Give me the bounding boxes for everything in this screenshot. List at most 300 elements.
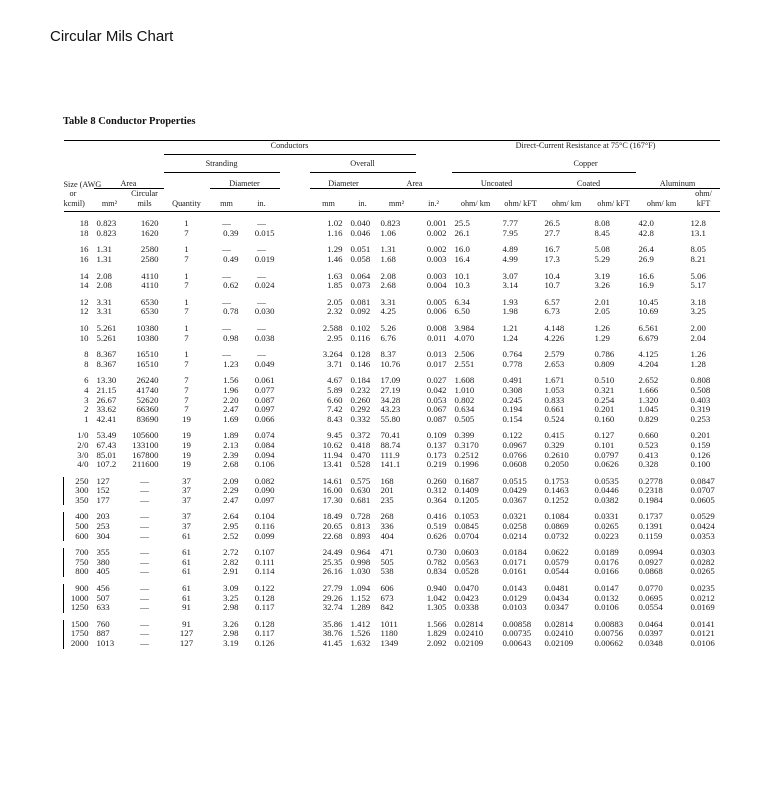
table-cell: 4110 (141, 280, 159, 291)
table-cell: 0.128 (254, 592, 275, 603)
table-row (64, 639, 720, 649)
table-cell: 29.26 (322, 592, 343, 603)
table-cell: 0.0141 (690, 618, 715, 629)
table-cell: 1.96 (223, 384, 239, 395)
table-cell: 0.00735 (502, 628, 532, 639)
header-strand-in: in. (257, 198, 266, 208)
table-cell: 10.62 (322, 439, 343, 450)
table-cell: 1.31 (96, 244, 112, 255)
table-row (64, 567, 720, 577)
table-cell: 0.2778 (638, 475, 663, 486)
table-cell: 27.7 (544, 227, 560, 238)
table-cell: 10.76 (380, 358, 401, 369)
header-uncoated-ohm-kft: ohm/ kFT (504, 198, 537, 208)
spacer-cell (280, 532, 310, 542)
table-cell: 0.0579 (544, 556, 569, 567)
table-cell: 0.104 (254, 511, 275, 522)
table-cell: 0.660 (638, 430, 659, 441)
spacer-cell (280, 441, 310, 451)
table-cell: 0.201 (690, 430, 711, 441)
spacer-cell (280, 298, 310, 308)
table-cell: 760 (96, 618, 110, 629)
table-cell: 7 (184, 306, 189, 317)
table-cell: — (140, 511, 149, 522)
table-row (64, 532, 720, 542)
table-cell: 0.003 (426, 254, 447, 264)
table-cell: 0.0143 (502, 583, 527, 594)
table-cell: 0.090 (254, 485, 275, 496)
table-cell: 2.08 (96, 270, 112, 281)
table-cell: 1.06 (380, 227, 396, 238)
table-cell: 500 (64, 522, 94, 532)
table-cell: 0.064 (350, 270, 371, 281)
table-cell: 0.013 (426, 349, 447, 360)
table-cell: 67.43 (96, 439, 117, 450)
table-cell: 2.39 (223, 449, 239, 460)
table-cell: 8.21 (690, 254, 706, 264)
table-cell: 0.173 (426, 449, 447, 460)
header-area-mm2: mm² (101, 198, 118, 208)
table-cell: 1.666 (638, 384, 659, 395)
spacer-cell (280, 405, 310, 415)
table-cell: 16 (79, 254, 89, 264)
table-cell: 3.31 (380, 296, 396, 307)
table-cell: 6530 (140, 306, 159, 317)
table-cell: 61 (182, 583, 191, 594)
table-cell: 0.0622 (544, 547, 569, 558)
table-cell: 0.49 (223, 254, 239, 264)
table-cell: 0.0223 (594, 530, 619, 541)
table-cell: — (257, 322, 266, 333)
header-dc-resistance: Direct-Current Resistance at 75°C (167°F) (452, 141, 720, 155)
table-cell: 1.31 (380, 244, 396, 255)
table-cell: 6.679 (638, 332, 659, 343)
table-cell: 8.367 (96, 358, 117, 369)
table-cell: 133100 (132, 439, 159, 450)
table-cell: 1.320 (638, 394, 659, 405)
table-cell: 0.117 (255, 628, 275, 639)
table-cell: 0.02410 (454, 628, 484, 639)
table-cell: 5.17 (690, 280, 706, 291)
table-cell: — (140, 628, 149, 639)
table-cell: 0.1053 (454, 511, 479, 522)
spacer-cell (280, 245, 310, 255)
table-cell: 1.02 (327, 218, 343, 229)
table-cell: 1500 (64, 620, 94, 630)
table-cell: 0.0212 (690, 592, 715, 603)
table-cell: 3.09 (223, 583, 239, 594)
spacer-cell (280, 219, 310, 229)
table-cell: 0.128 (254, 618, 275, 629)
table-cell: — (222, 218, 231, 229)
table-cell: 1.93 (502, 296, 518, 307)
spacer-cell (280, 431, 310, 441)
table-cell: 85.01 (96, 449, 117, 460)
table-cell: 10.1 (454, 270, 470, 281)
table-cell: 53.49 (96, 430, 117, 441)
header-overall-diameter: Diameter (328, 179, 359, 188)
table-cell: 0.0265 (690, 566, 715, 577)
table-cell: 0.0707 (690, 485, 715, 496)
table-cell: 405 (96, 566, 110, 577)
table-cell: 3.264 (322, 349, 343, 360)
table-cell: 0.126 (254, 638, 275, 648)
table-cell: 17.09 (380, 375, 401, 386)
table-row (64, 255, 720, 265)
table-cell: 0.253 (690, 413, 711, 424)
table-cell: 0.0424 (690, 521, 715, 532)
table-cell: 1.632 (350, 638, 371, 648)
table-cell: 0.061 (254, 375, 275, 386)
table-cell: 0.829 (638, 413, 659, 424)
table-cell: 0.184 (350, 375, 371, 386)
table-row (64, 415, 720, 425)
table-cell: 2.588 (322, 322, 343, 333)
table-cell: 0.0397 (638, 628, 663, 639)
table-cell: — (257, 244, 266, 255)
table-cell: 7 (184, 358, 189, 369)
table-cell: 0.62 (223, 280, 239, 291)
table-cell: 0.02109 (454, 638, 484, 648)
table-cell: 0.1391 (638, 521, 663, 532)
table-cell: 0.0797 (594, 449, 619, 460)
table-cell: 8 (84, 358, 89, 369)
table-cell: 0.2050 (544, 459, 569, 470)
table-cell: 2.05 (594, 306, 610, 317)
table-cell: 0.030 (254, 306, 275, 317)
table-cell: 0.017 (426, 358, 447, 369)
table-cell: 42.8 (638, 227, 654, 238)
header-overall-mm2: mm² (388, 198, 405, 208)
header-coated-ohm-kft: ohm/ kFT (597, 198, 630, 208)
table-cell: 26.5 (544, 218, 560, 229)
table-cell: 16.7 (544, 244, 560, 255)
table-cell: — (222, 270, 231, 281)
table-cell: 0.002 (426, 244, 447, 255)
table-cell: — (222, 349, 231, 360)
table-cell: 2.47 (223, 494, 239, 505)
table-cell: 0.416 (426, 511, 447, 522)
table-cell: 0.0265 (594, 521, 619, 532)
table-cell: — (140, 592, 149, 603)
table-cell: 0.0481 (544, 583, 569, 594)
table-cell: 0.630 (350, 485, 371, 496)
table-cell: 1000 (64, 594, 94, 604)
table-cell: 0.260 (350, 394, 371, 405)
table-cell: 10.3 (454, 280, 470, 291)
table-cell: 18 (79, 227, 89, 238)
table-cell: 4.25 (380, 306, 396, 317)
table-cell: 0.681 (350, 494, 371, 505)
table-cell: — (222, 322, 231, 333)
table-cell: 0.0554 (638, 602, 663, 613)
table-cell: 1.68 (380, 254, 396, 264)
table-cell: 88.74 (380, 439, 401, 450)
table-cell: 355 (96, 547, 110, 558)
table-cell: 41740 (136, 384, 159, 395)
table-cell: 61 (182, 530, 191, 541)
table-cell: 1.412 (350, 618, 371, 629)
table-row (64, 281, 720, 291)
table-cell: 2.72 (223, 547, 239, 558)
table-cell: 0.399 (454, 430, 475, 441)
table-row (64, 360, 720, 370)
table-cell: 0.006 (426, 306, 447, 317)
table-cell: 0.0282 (690, 556, 715, 567)
table-cell: 1013 (96, 638, 115, 648)
table-cell: 5.06 (690, 270, 706, 281)
table-cell: 1620 (140, 218, 159, 229)
table-cell: 0.232 (350, 384, 371, 395)
table-cell: 3.984 (454, 322, 475, 333)
table-cell: 25.5 (454, 218, 470, 229)
header-uncoated: Uncoated (480, 179, 513, 188)
table-cell: 27.79 (322, 583, 343, 594)
table-cell: 2.08 (96, 280, 112, 291)
table-cell: 26.1 (454, 227, 470, 238)
header-overall-mm: mm (322, 198, 335, 208)
table-cell: 0.0994 (638, 547, 663, 558)
table-cell: 0.833 (544, 394, 565, 405)
table-cell: 2 (84, 404, 89, 415)
table-cell: 0.109 (426, 430, 447, 441)
table-cell: 2.20 (223, 394, 239, 405)
table-cell: 471 (380, 547, 394, 558)
table-cell: 0.321 (594, 384, 615, 395)
table-cell: 1750 (64, 629, 94, 639)
table-cell: 800 (64, 567, 94, 577)
table-cell: 700 (64, 548, 94, 558)
spacer-cell (280, 548, 310, 558)
table-cell: 456 (96, 583, 110, 594)
table-cell: 0.0166 (594, 566, 619, 577)
table-cell: 0.049 (254, 358, 275, 369)
table-cell: 16.9 (638, 280, 654, 291)
table-cell: 0.100 (690, 459, 711, 470)
table-cell: 1 (184, 349, 189, 360)
table-cell: 6530 (140, 296, 159, 307)
table-cell: 0.001 (426, 218, 447, 229)
table-cell: 0.02410 (544, 628, 574, 639)
table-cell: 0.2318 (638, 485, 663, 496)
table-cell: 5.29 (594, 254, 610, 264)
table-cell: 0.0868 (638, 566, 663, 577)
table-cell: 83690 (136, 413, 159, 424)
table-cell: 0.094 (254, 449, 275, 460)
table-cell: 0.778 (502, 358, 523, 369)
table-cell: 0.0535 (594, 475, 619, 486)
table-cell: 1 (184, 244, 189, 255)
table-cell: 336 (380, 521, 394, 532)
table-cell: — (140, 475, 149, 486)
table-cell: 0.051 (350, 244, 371, 255)
table-cell: 0.1252 (544, 494, 569, 505)
table-cell: 12 (79, 296, 89, 307)
table-cell: 2580 (140, 244, 159, 255)
table-cell: 0.823 (96, 227, 117, 238)
table-cell: 0.0258 (502, 521, 527, 532)
table-cell: 66360 (136, 404, 159, 415)
table-cell: 2.32 (327, 306, 343, 317)
table-cell: 0.0732 (544, 530, 569, 541)
spacer-cell (280, 229, 310, 239)
table-cell: 0.040 (350, 218, 371, 229)
table-cell: 26.4 (638, 244, 654, 255)
table-cell: 0.015 (254, 227, 275, 238)
table-cell: 2.092 (426, 638, 447, 648)
table-cell: 37 (182, 521, 191, 532)
table-cell: 0.0608 (502, 459, 527, 470)
table-cell: 3.31 (96, 296, 112, 307)
table-cell: 0.0470 (454, 583, 479, 594)
table-cell: 5.261 (96, 322, 117, 333)
table-cell: 0.107 (254, 547, 275, 558)
table-cell: 0.0544 (544, 566, 569, 577)
table-cell: 16510 (136, 349, 159, 360)
table-cell: 5.26 (380, 322, 396, 333)
table-cell: 2.579 (544, 349, 565, 360)
table-cell: 3.14 (502, 280, 518, 291)
table-cell: 61 (182, 547, 191, 558)
table-cell: 1.63 (327, 270, 343, 281)
table-cell: 0.308 (502, 384, 523, 395)
table-cell: — (140, 521, 149, 532)
table-cell: 3.31 (96, 306, 112, 317)
table-cell: 2.47 (223, 404, 239, 415)
table-cell: 0.019 (254, 254, 275, 264)
table-cell: 0.042 (426, 384, 447, 395)
table-cell: 0.194 (502, 404, 523, 415)
table-cell: 304 (96, 530, 110, 541)
table-cell: 38.76 (322, 628, 343, 639)
table-cell: 0.0367 (502, 494, 527, 505)
table-cell: 1.010 (454, 384, 475, 395)
table-cell: 0.0348 (638, 638, 663, 648)
table-cell: 7 (184, 394, 189, 405)
table-cell: 1250 (64, 603, 94, 613)
header-coated: Coated (576, 179, 601, 188)
table-cell: 538 (380, 566, 394, 577)
table-cell: 1.26 (690, 349, 706, 360)
table-cell: 0.728 (350, 511, 371, 522)
table-title: Table 8 Conductor Properties (63, 116, 196, 127)
table-cell: 10380 (136, 332, 159, 343)
table-cell: 1.042 (426, 592, 447, 603)
table-cell: 0.077 (254, 384, 275, 395)
table-cell: — (257, 349, 266, 360)
table-cell: 0.940 (426, 583, 447, 594)
table-cell: 0.964 (350, 547, 371, 558)
table-cell: 2580 (140, 254, 159, 264)
table-cell: 0.154 (502, 413, 523, 424)
table-cell: 26.9 (638, 254, 654, 264)
table-cell: 1.28 (690, 358, 706, 369)
table-cell: 0.0770 (638, 583, 663, 594)
spacer-cell (280, 567, 310, 577)
table-cell: 0.0529 (690, 511, 715, 522)
table-cell: 1.305 (426, 602, 447, 613)
table-cell: 0.122 (502, 430, 523, 441)
table-cell: 12 (79, 306, 89, 317)
table-cell: 42.0 (638, 218, 654, 229)
table-cell: 0.0626 (594, 459, 619, 470)
table-cell: 0.508 (690, 384, 711, 395)
table-cell: — (140, 602, 149, 613)
table-cell: 0.053 (426, 394, 447, 405)
table-cell: 0.087 (254, 394, 275, 405)
table-row (64, 603, 720, 613)
table-cell: 14 (79, 270, 89, 281)
table-cell: 2.95 (327, 332, 343, 343)
table-cell: 0.834 (426, 566, 447, 577)
table-cell: 0.0321 (502, 511, 527, 522)
table-cell: 0.245 (502, 394, 523, 405)
table-cell: 0.39 (223, 227, 239, 238)
table-cell: 0.470 (350, 449, 371, 460)
table-cell: 42.41 (96, 413, 117, 424)
table-cell: 0.027 (426, 375, 447, 386)
table-cell: 7.42 (327, 404, 343, 415)
table-cell: 0.005 (426, 296, 447, 307)
table-cell: 10.4 (544, 270, 560, 281)
table-cell: 37 (182, 475, 191, 486)
table-cell: 0.329 (544, 439, 565, 450)
table-cell: 1.16 (327, 227, 343, 238)
spacer-cell (280, 558, 310, 568)
table-cell: 3/0 (77, 449, 89, 460)
table-cell: 2.95 (223, 521, 239, 532)
table-cell: 6.73 (544, 306, 560, 317)
table-cell: 1 (184, 218, 189, 229)
table-cell: 0.126 (690, 449, 711, 460)
table-cell: 0.067 (426, 404, 447, 415)
table-cell: 16510 (136, 358, 159, 369)
table-cell: 0.099 (254, 530, 275, 541)
table-cell: 32.74 (322, 602, 343, 613)
table-cell: 0.066 (254, 413, 275, 424)
table-cell: 0.097 (254, 404, 275, 415)
table-cell: 16.0 (454, 244, 470, 255)
table-cell: 16.4 (454, 254, 470, 264)
table-cell: 4.226 (544, 332, 565, 343)
table-cell: 0.260 (426, 475, 447, 486)
table-cell: 1.69 (223, 413, 239, 424)
header-aluminum: Aluminum (659, 179, 696, 188)
table-cell: 107.2 (96, 459, 117, 470)
table-cell: 0.111 (255, 556, 275, 567)
table-cell: 235 (380, 494, 394, 505)
table-cell: 0.782 (426, 556, 447, 567)
header-overall-in2: in.² (428, 198, 439, 208)
table-cell: 20.65 (322, 521, 343, 532)
table-cell: 0.0515 (502, 475, 527, 486)
table-cell: 0.114 (255, 566, 275, 577)
table-cell: 203 (96, 511, 110, 522)
header-mils: mils (137, 198, 152, 208)
table-cell: 0.159 (690, 439, 711, 450)
table-cell: 7 (184, 375, 189, 386)
table-cell: 43.23 (380, 404, 401, 415)
table-cell: 37 (182, 494, 191, 505)
table-cell: 16.6 (638, 270, 654, 281)
table-cell: 0.0338 (454, 602, 479, 613)
table-cell: 7.95 (502, 227, 518, 238)
table-cell: 52620 (136, 394, 159, 405)
header-size-or: or (69, 189, 77, 199)
table-cell: 1.56 (223, 375, 239, 386)
table-cell: 127 (96, 475, 110, 486)
table-cell: 37 (182, 511, 191, 522)
